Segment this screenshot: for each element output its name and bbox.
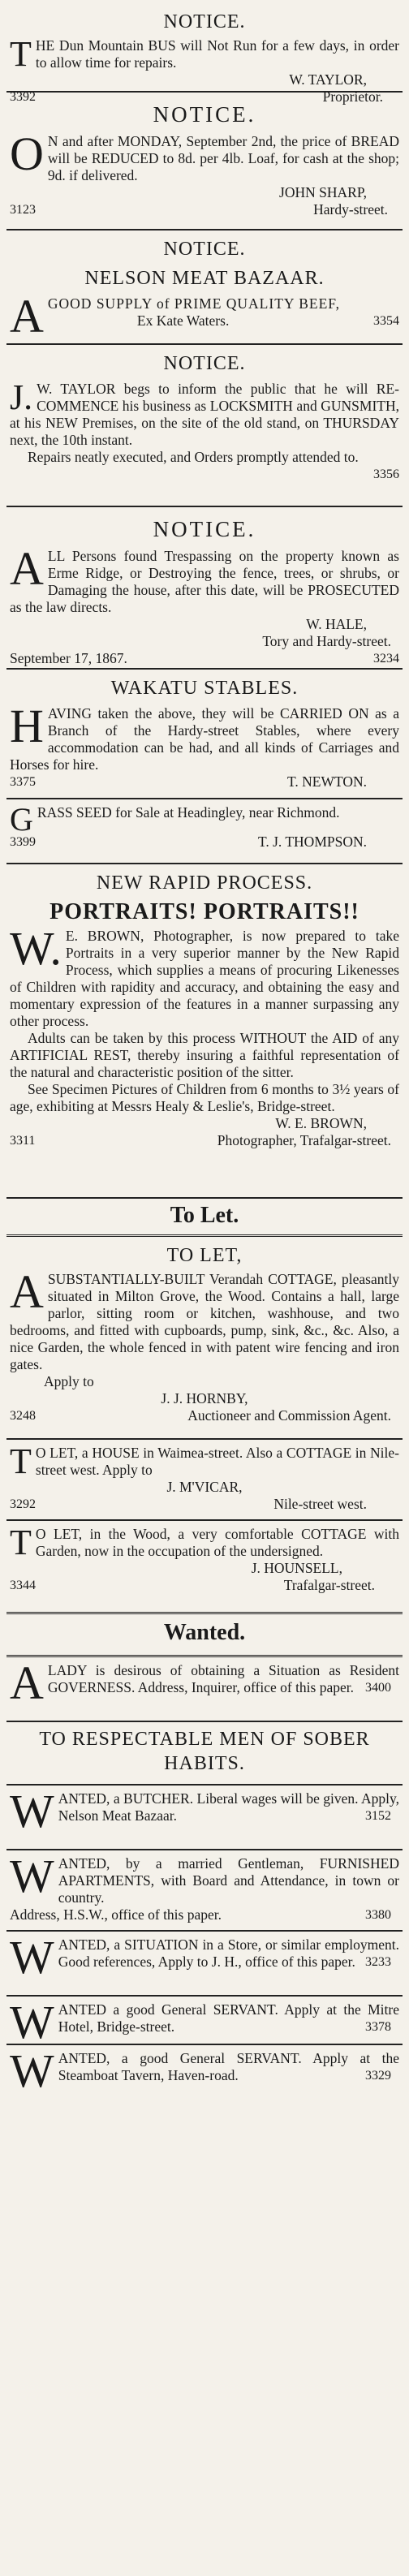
ad-signer: W. TAYLOR, [289, 71, 367, 88]
ad-apply: Apply to [44, 1373, 94, 1389]
ad-number: 3329 [365, 2069, 391, 2083]
ad-butcher [6, 1786, 403, 1850]
ad-number: 3399 [10, 835, 36, 849]
section-title: Wanted. [163, 1620, 246, 1645]
ad-body: GOOD SUPPLY of PRIME QUALITY BEEF, [47, 295, 341, 312]
ad-servant-steamboat [6, 2045, 403, 2104]
ad-number: 3152 [365, 1809, 391, 1823]
ad-number: 3292 [10, 1497, 36, 1511]
ad-signer: J. J. HORNBY, [161, 1390, 248, 1406]
ad-signer: W. HALE, [306, 616, 367, 632]
ad-number: 3354 [373, 314, 399, 328]
ad-store-situation [6, 1932, 403, 1997]
ad-apartments [6, 1850, 403, 1932]
ad-number: 3233 [365, 1955, 391, 1969]
drop-cap: W [10, 1996, 54, 2048]
section-header-to-let [6, 1199, 403, 1237]
ad-servant-mitre [6, 1996, 403, 2048]
ad-waimea-house [6, 1440, 403, 1521]
ad-address: Tory and Hardy-street. [262, 633, 391, 649]
ad-cottage-to-let [6, 1237, 403, 1440]
drop-cap: W [10, 1850, 54, 1902]
ad-number: 3344 [10, 1579, 36, 1592]
ad-bread-notice [6, 93, 403, 230]
ad-number: 3234 [373, 652, 399, 666]
ad-number: 3311 [10, 1134, 36, 1148]
drop-cap: H [10, 700, 44, 752]
drop-cap: W. [10, 922, 62, 975]
ad-number: 3375 [10, 775, 36, 789]
ad-number: 3123 [10, 203, 36, 217]
ad-wood-cottage [6, 1521, 403, 1614]
ad-signer: JOHN SHARP, [279, 184, 367, 200]
ad-title: NOTICE. [153, 517, 256, 541]
ad-role: Auctioneer and Commission Agent. [187, 1407, 391, 1424]
ad-title: NEW RAPID PROCESS. [96, 872, 313, 894]
ad-governess [6, 1657, 403, 1722]
ad-gunsmith-notice [6, 345, 403, 507]
drop-cap: W [10, 2044, 54, 2097]
drop-cap: A [10, 290, 44, 342]
ad-body: O LET, in the Wood, a very comfortable COTTAGE with Garden, now in the occupation of the undersigned. [35, 1526, 399, 1559]
ad-body3: See Specimen Pictures of Children from 6 months to 3½ years of age, exhibiting at Messrs Healy & Leslie's, Bridge-street. [10, 1081, 399, 1114]
ad-trespass-notice [6, 507, 403, 670]
ad-title: NOTICE. [153, 102, 256, 127]
drop-cap: T [10, 1523, 32, 1562]
section-title: To Let. [170, 1203, 239, 1228]
drop-cap: A [10, 1265, 44, 1318]
ad-line2: Ex Kate Waters. [136, 312, 230, 329]
ad-photographer [6, 864, 403, 1199]
ad-body: O LET, a HOUSE in Waimea-street. Also a COTTAGE in Nile-street west. Apply to [35, 1445, 399, 1478]
ad-sober-habits [6, 1722, 403, 1786]
ad-number: 3378 [365, 2020, 391, 2034]
ad-title: TO RESPECTABLE MEN OF SOBER HABITS. [39, 1729, 370, 1774]
drop-cap: W [10, 1785, 54, 1837]
ad-body: E. BROWN, Photographer, is now prepared to take Portraits in a very superior manner by the New Rapid Process, which supplies a means of procuring Likenesses of Children with rapidity and accuracy, and obtaining the easy and momentary expression of the features in a manner surpassing any other process. [10, 928, 399, 1029]
ad-title: NOTICE. [163, 353, 246, 374]
ad-body: ANTED, a SITUATION in a Store, or similar employment. Good references, Apply to J. H., office of this paper. [58, 1936, 399, 1970]
ad-date: September 17, 1867. [10, 650, 127, 666]
drop-cap: A [10, 542, 44, 595]
section-header-wanted [6, 1614, 403, 1657]
ad-body: SUBSTANTIALLY-BUILT Verandah COTTAGE, pleasantly situated in Milton Grove, the Wood. Contains a hall, large parlor, sitting room or kitchen, washhouse, and two bedrooms, and fitted with cupboards, pump, sink, &c., &c. Also, a nice Garden, the whole fenced in with patent wire fencing and iron gates. [10, 1271, 399, 1372]
ad-signer: T. NEWTON. [286, 773, 367, 790]
drop-cap: T [10, 34, 32, 74]
ad-role: Photographer, Trafalgar-street. [217, 1132, 391, 1148]
ad-title: WAKATU STABLES. [110, 678, 299, 699]
ad-title: NOTICE. [163, 11, 246, 32]
ad-body: ANTED, a good General SERVANT. Apply at the Steamboat Tavern, Haven-road. [58, 2050, 399, 2083]
drop-cap: T [10, 1441, 32, 1481]
drop-cap: J. [10, 377, 33, 417]
ad-number: 3248 [10, 1409, 36, 1423]
ad-meat-bazaar [6, 230, 403, 345]
drop-cap: O [10, 127, 44, 180]
ad-title: NOTICE. [163, 239, 246, 260]
ad-body: RASS SEED for Sale at Headingley, near Richmond. [37, 804, 340, 821]
ad-body2: Adults can be taken by this process WITHOUT the AID of any ARTIFICIAL REST, thereby insuring a faithful representation of the natural and characteristic position of the sitter. [10, 1030, 399, 1080]
newspaper-column [6, 3, 403, 2570]
ad-number: 3380 [365, 1908, 391, 1922]
ad-body: ANTED, by a married Gentleman, FURNISHED APARTMENTS, with Board and Attendance, in town or country. [58, 1855, 399, 1906]
ad-signer: T. J. THOMPSON. [257, 834, 367, 850]
ad-body: N and after MONDAY, September 2nd, the price of BREAD will be REDUCED to 8d. per 4lb. Loaf, for cash at the shop; 9d. if delivered. [47, 133, 399, 183]
ad-body2: Address, H.S.W., office of this paper. [10, 1906, 222, 1923]
ad-grass-seed [6, 799, 403, 864]
ad-signer: W. E. BROWN, [275, 1115, 367, 1131]
ad-bus-notice [6, 3, 403, 105]
ad-body: ANTED, a BUTCHER. Liberal wages will be given. Apply, Nelson Meat Bazaar. [58, 1790, 399, 1824]
ad-title: TO LET, [166, 1245, 243, 1266]
ad-body: LL Persons found Trespassing on the property known as Erme Ridge, or Destroying the fence, trees, or shrubs, or Damaging the house, after this date, will be PROSECUTED as the law directs. [10, 548, 399, 615]
ad-number: 3400 [365, 1681, 391, 1695]
ad-subtitle: PORTRAITS! PORTRAITS!! [50, 899, 359, 924]
ad-address: Nile-street west. [273, 1496, 367, 1512]
ad-signer: J. M'VICAR, [166, 1479, 243, 1495]
ad-body: ANTED a good General SERVANT. Apply at the Mitre Hotel, Bridge-street. [58, 2001, 399, 2035]
ad-signer: J. HOUNSELL, [251, 1560, 342, 1576]
ad-wakatu-stables [6, 670, 403, 799]
ad-body2: Repairs neatly executed, and Orders promptly attended to. [28, 449, 359, 465]
ad-body: W. TAYLOR begs to inform the public that he will RE-COMMENCE his business as LOCKSMITH and GUNSMITH, at his NEW Premises, on the site of the old stand, on THURSDAY next, the 10th instant. [10, 381, 399, 448]
ad-number: 3392 [10, 90, 36, 104]
drop-cap: A [10, 1656, 44, 1709]
ad-role: Proprietor. [322, 88, 383, 105]
ad-body: HE Dun Mountain BUS will Not Run for a few days, in order to allow time for repairs. [35, 37, 399, 71]
drop-cap: G [10, 801, 33, 838]
ad-subtitle: NELSON MEAT BAZAAR. [84, 268, 325, 289]
drop-cap: W [10, 1931, 54, 1984]
ad-body: AVING taken the above, they will be CARRIED ON as a Branch of the Hardy-street Stables, where every accommodation can be had, and all kinds of Carriages and Horses for hire. [10, 705, 399, 773]
ad-address: Hardy-street. [313, 201, 388, 218]
ad-address: Trafalgar-street. [283, 1577, 375, 1593]
ad-body: LADY is desirous of obtaining a Situation as Resident GOVERNESS. Address, Inquirer, office of this paper. [47, 1662, 399, 1695]
ad-number: 3356 [373, 467, 399, 481]
